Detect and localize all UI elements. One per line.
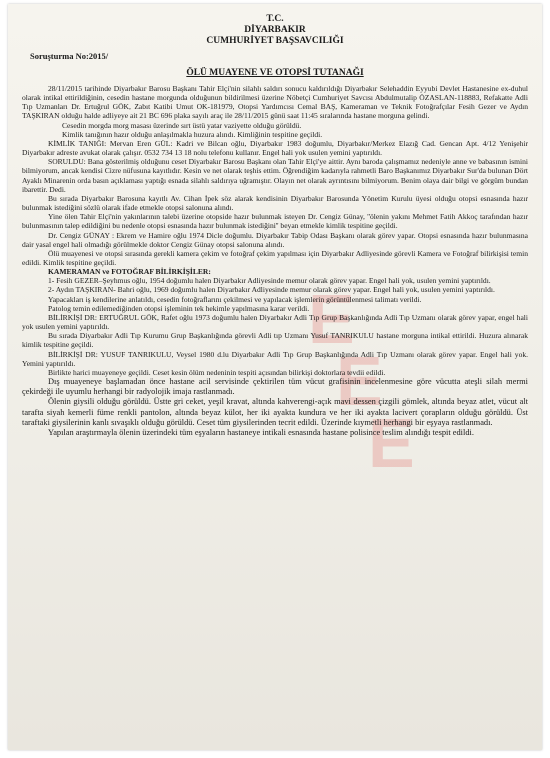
document-header	[8, 4, 542, 47]
camera-experts-heading: KAMERAMAN ve FOTOĞRAF BİLİRKİŞİLER:	[48, 267, 211, 277]
camera-expert-1: 1- Fesih GEZER–Şeyhmus oğlu, 1954 doğumlu halen Diyarbakır Adliyesinde memur olarak görev yapar. Engel hali yok, usulen yemini yaptırıldı.	[48, 276, 491, 286]
paragraph-witness-details: KİMLİK TANIĞI: Mervan Eren GÜL: Kadri ve Bilcan oğlu, Diyarbakır 1983 doğumlu, Diyarbakır/Merkez Elazığ Cad. Gencan Apt. 4/12 Yenişehir Diyarbakır adreste avukat olarak çalışır. 0532 734 13 18 nolu telefonu kullanır. Engel hali yok usulen yemini yaptırıldı.	[22, 138, 528, 158]
document-title: ÖLÜ MUAYENE VE OTOPSİ TUTANAĞI	[186, 68, 364, 78]
document-body	[22, 84, 528, 438]
red-stamp-watermark: E E E	[308, 280, 415, 482]
paragraph-intro: 28/11/2015 tarihinde Diyarbakır Barosu Başkanı Tahir Elçi'nin silahlı saldırı sonucu kaldırıldığı Diyarbakır Selehaddin Eyyubi Devlet Hastanesine ex-duhul olarak intikal ettirildiğinin, cesedin hastane morgunda olduğunun bildirilmesi üzerine Nöbetçi Cumhuriyet Savcısı Abdulmutalip ÖZASLAN-118883, Refakatte Adli Tıp Uzmanları Dr. Ertuğrul GÖK, Zabıt Katibi Umut OK-181979, Otopsi Yardımcısı Cemal BAŞ, Kameraman ve Teknik Fotoğrafçılar Fesih Gezer ve Aydın TAŞKIRAN olduğu halde adliyeye ait 21 BC 696 plaka sayılı araç ile 28/11/2015 günü saat 11:45 sıralarında hastane morguna gelindi.	[22, 84, 528, 121]
header-office: CUMHURİYET BAŞSAVCILIĞI	[206, 36, 344, 46]
expert-tanrikulu: BİLİRKİŞİ DR: YUSUF TANRIKULU, Veysel 1980 d.lu Diyarbakır Adli Tıp Grup Başkanlığında Adli Tıp Uzmanı olarak görev yapar. Engel hali yok. Yemini yaptırıldı.	[22, 349, 528, 368]
header-city: DİYARBAKIR	[244, 25, 306, 35]
paragraph-tanrikulu-arrival: Bu sırada Diyarbakır Adli Tıp Kurumu Grup Başkanlığında görevli Adli tıp Uzmanı Yusuf TANRIKULU hastane morguna intikal ettirildi. Huzura alınarak kimlik tespitine geçildi.	[22, 331, 528, 350]
paragraph-instructions: Yapacakları iş kendilerine anlatıldı, cesedin fotoğraflarını çekilmesi ve yapılacak işlemlerin görüntülenmesi talimatı verildi.	[48, 294, 422, 304]
paragraph-body-position: Cesedin morgda morg masası üzerinde sırt üstü yatar vaziyette olduğu görüldü.	[62, 120, 302, 130]
camera-expert-2: 2- Aydın TAŞKIRAN- Bahri oğlu, 1969 doğumlu halen Diyarbakır Adliyesinde memur olarak görev yapar. Engel hali yok, usulen yemini yaptırıldı.	[48, 285, 495, 295]
expert-gok: BİLİRKİŞİ DR: ERTUĞRUL GÖK, Rafet oğlu 1973 doğumlu halen Diyarbakır Adli Tıp Grup Başkanlığında Adli Tıp Uzmanı olarak görev yapar, engel hali yok usulen yemini yaptırıldı.	[22, 312, 528, 332]
paragraph-pathologist: Patolog temin edilemediğinden otopsi işleminin tek hekimle yapılmasına karar verildi.	[48, 303, 310, 313]
paragraph-witness-statement: SORULDU: Bana gösterilmiş olduğunu ceset Diyarbakır Barosu Başkanı olan Tahir Elçi'ye aittir. Aynı baroda çalışmamız nedeniyle anne ve babasının ismini bilmiyorum, ancak kendisi Cizre nüfusuna kayıtlıdır. Kesin ve net olarak teşhis ettim. Öğrendiğim kadarıyla rahmetli Baro Başkanımız Diyarbakır Sur'da bulunan Dört Ayaklı Minarenin orda basın açıklaması yaptığı esnada silahlı saldırıya uğramıştır. Olayın net olarak ayrıntısını bilmiyorum. Benim olaya dair bilgi ve görgüm bundan ibarettir. Dedi.	[22, 157, 528, 194]
paragraph-doctor-identity: Dr. Cengiz GÜNAY : Ekrem ve Hamire oğlu 1974 Dicle doğumlu. Diyarbakır Tabip Odası Başkanı olarak görev yapar. Otopsi esnasında hazır bulunmasına dair yasal engel hali olmadığı görülmekle doktor Cengiz Günay otopsi salonuna alındı.	[22, 230, 528, 249]
paragraph-bar-member: Bu sırada Diyarbakır Barosuna kayıtlı Av. Cihan İpek söz alarak kendisinin Diyarbakır Barosunda Yönetim Kurulu üyesi olduğu otopsi esnasında hazır bulunmak istediğini sözlü olarak ifade etmekle otopsi salonuna alındı.	[22, 193, 528, 213]
paragraph-camera: Ölü muayenesi ve otopsi sırasında gerekli kamera çekim ve fotoğraf çekim yapılması için Diyarbakır Adliyesinde görevli Kamera ve Fotoğraf bilirkişisi temin edildi. Kimlik tespitine geçildi.	[22, 248, 528, 267]
header-tc: T.C.	[266, 14, 284, 24]
document-page	[8, 4, 542, 750]
paragraph-belongings: Yapılan araştırmayla ölenin üzerindeki tüm eşyaların hastaneye intikali esnasında hastane polisince teslim alındığı tespit edildi.	[48, 428, 474, 438]
paragraph-doctor-request: Yine ölen Tahir Elçi'nin yakınlarının talebi üzerine otopside hazır bulunmak isteyen Dr. Cengiz Günay, ''ölenin yakını Mehmet Fatih Akkoç tarafından hazır bulunmasının talep edildiğini bu nedenle otopsi esnasında hazır bulunmak istediğini'' beyan etmekle kimlik tespitine geçildi.	[22, 212, 528, 231]
paragraph-identity-witness: Kimlik tanığının hazır olduğu anlaşılmakla huzura alındı. Kimliğinin tespitine geçildi.	[62, 129, 323, 139]
paragraph-xray: Dış muayeneye başlamadan önce hastane acil servisinde çektirilen tüm vücut grafisinin incelenmesine göre vücutta ateşli silah mermi çekirdeği ile uyumlu herhangi bir radyolojik imaja rastlanmadı.	[22, 377, 528, 397]
paragraph-clothing: Ölenin giysili olduğu görüldü. Üstte gri ceket, yeşil kravat, altında kahverengi-açık mavi dessen çizgili gömlek, altında beyaz atlet, vücut alt tarafta siyah kemerli füme renkli pantolon, altında beyaz külot, her iki ayakta kundura ve her iki ayakta lacivert çorapların olduğu görüldü. Üst taraftaki giysilerinin kanlı sıvaşıklı olduğu görüldü. Ceset tüm giysilerinden tecrit edildi. Üzerinde kıymetli herhangi bir eşyaya rastlanmadı.	[22, 397, 528, 427]
case-reference: Soruşturma No:2015/	[30, 51, 109, 61]
paragraph-external-exam: Birlikte harici muayeneye geçildi. Ceset kesin ölüm nedeninin tespiti açısından bilirkişi doktorlara tevdii edildi.	[48, 367, 386, 377]
